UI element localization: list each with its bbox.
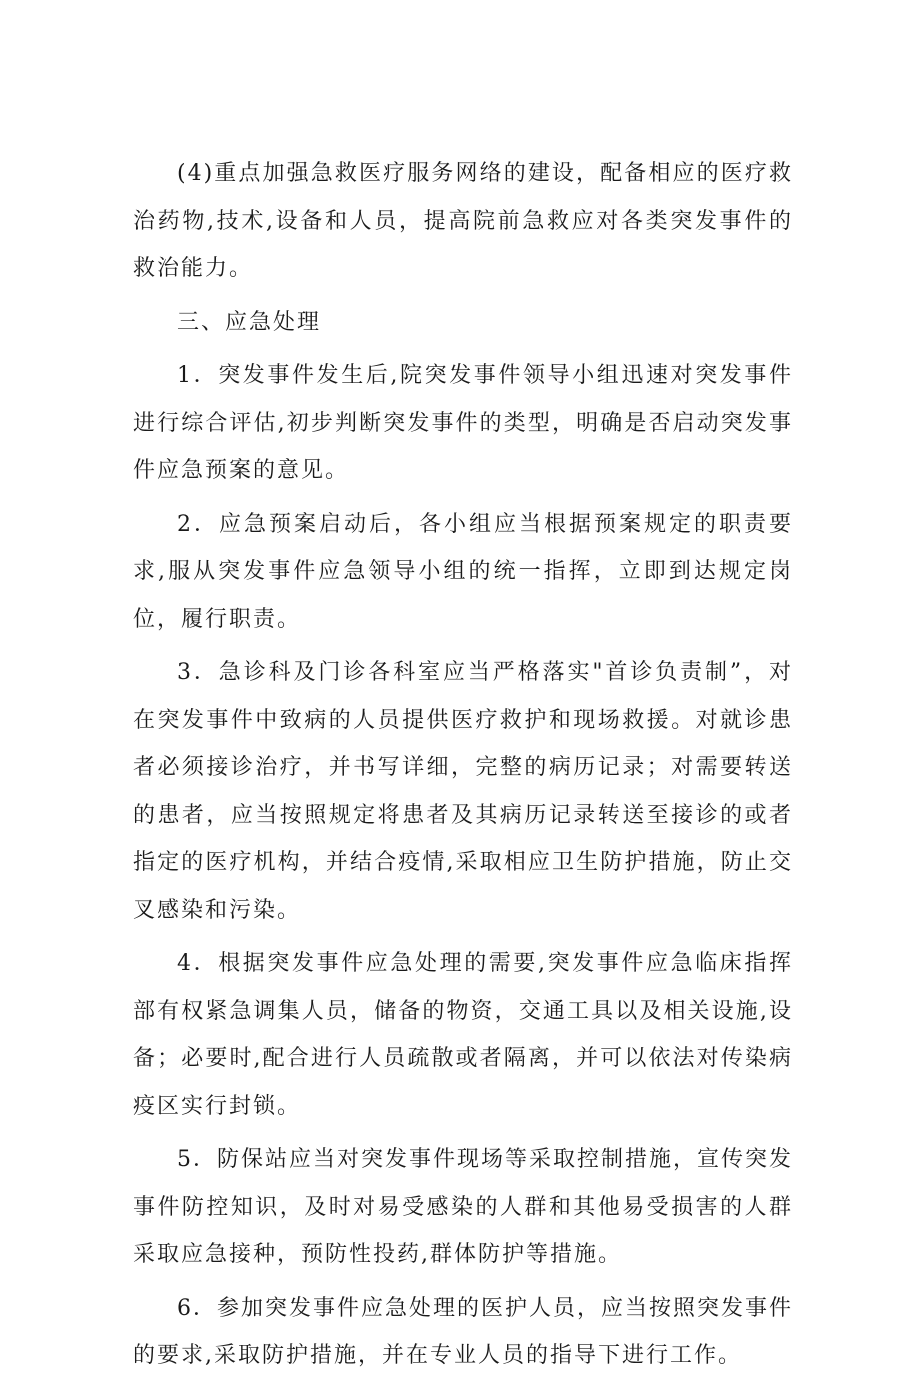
document-body [133, 150, 793, 1386]
paragraph-6: 6．参加突发事件应急处理的医护人员，应当按照突发事件的要求,采取防护措施，并在专业人员的指导下进行工作。 [133, 1295, 793, 1368]
paragraph-4: 4．根据突发事件应急处理的需要,突发事件应急临床指挥部有权紧急调集人员，储备的物资，交通工具以及相关设施,设备；必要时,配合进行人员疏散或者隔离，并可以依法对传染病疫区实行封锁。 [133, 951, 793, 1119]
paragraph-1: 1．突发事件发生后,院突发事件领导小组迅速对突发事件进行综合评估,初步判断突发事件的类型，明确是否启动突发事件应急预案的意见。 [133, 363, 793, 483]
section-heading-emergency-handling: 三、应急处理 [177, 309, 322, 335]
paragraph-3: 3．急诊科及门诊各科室应当严格落实"首诊负责制”，对在突发事件中致病的人员提供医疗救护和现场救援。对就诊患者必须接诊治疗，并书写详细，完整的病历记录；对需要转送的患者，应当按照规定将患者及其病历记录转送至接诊的或者指定的医疗机构，并结合疫情,采取相应卫生防护措施，防止交叉感染和污染。 [133, 660, 793, 923]
paragraph-5: 5．防保站应当对突发事件现场等采取控制措施，宣传突发事件防控知识，及时对易受感染的人群和其他易受损害的人群采取应急接种，预防性投药,群体防护等措施。 [133, 1147, 793, 1267]
paragraph-item-4: (4)重点加强急救医疗服务网络的建设，配备相应的医疗救治药物,技术,设备和人员，提高院前急救应对各类突发事件的救治能力。 [133, 161, 793, 281]
paragraph-2: 2．应急预案启动后，各小组应当根据预案规定的职责要求,服从突发事件应急领导小组的统一指挥，立即到达规定岗位，履行职责。 [133, 511, 793, 632]
